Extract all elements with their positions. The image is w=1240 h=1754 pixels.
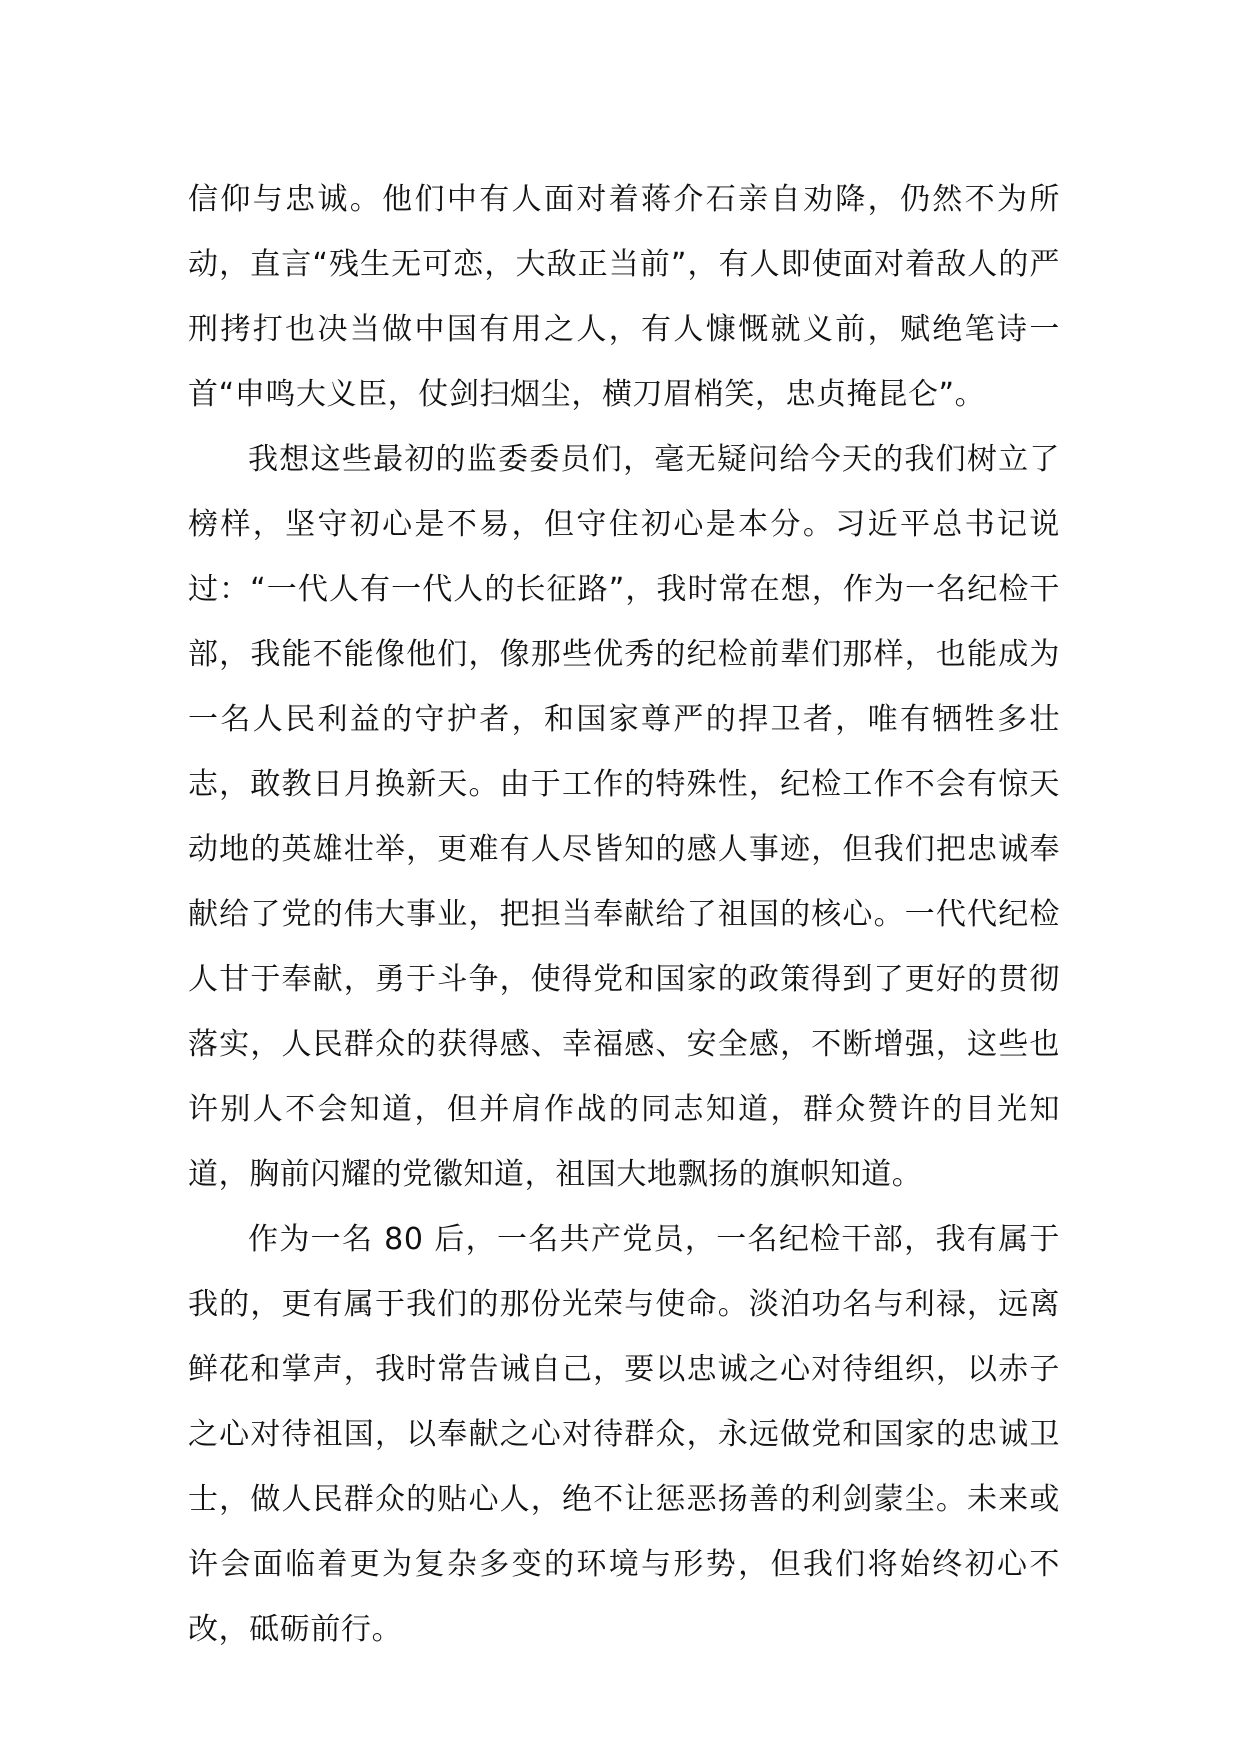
- paragraph-1: 信仰与忠诚。他们中有人面对着蒋介石亲自劝降，仍然不为所动，直言“残生无可恋，大敌正当前”，有人即使面对着敌人的严刑拷打也决当做中国有用之人，有人慷慨就义前，赋绝笔诗一首“申鸣大义臣，仗剑扫烟尘，横刀眉梢笑，忠贞掩昆仑”。: [188, 182, 1060, 412]
- document-body: [188, 167, 1060, 1662]
- paragraph-3: 作为一名 80 后，一名共产党员，一名纪检干部，我有属于我的，更有属于我们的那份光荣与使命。淡泊功名与利禄，远离鲜花和掌声，我时常告诫自己，要以忠诚之心对待组织，以赤子之心对待祖国，以奉献之心对待群众，永远做党和国家的忠诚卫士，做人民群众的贴心人，绝不让惩恶扬善的利剑蒙尘。未来或许会面临着更为复杂多变的环境与形势，但我们将始终初心不改，砥砺前行。: [188, 1222, 1060, 1647]
- paragraph-2: 我想这些最初的监委委员们，毫无疑问给今天的我们树立了榜样，坚守初心是不易，但守住初心是本分。习近平总书记说过：“一代人有一代人的长征路”，我时常在想，作为一名纪检干部，我能不能像他们，像那些优秀的纪检前辈们那样，也能成为一名人民利益的守护者，和国家尊严的捍卫者，唯有牺牲多壮志，敢教日月换新天。由于工作的特殊性，纪检工作不会有惊天动地的英雄壮举，更难有人尽皆知的感人事迹，但我们把忠诚奉献给了党的伟大事业，把担当奉献给了祖国的核心。一代代纪检人甘于奉献，勇于斗争，使得党和国家的政策得到了更好的贯彻落实，人民群众的获得感、幸福感、安全感，不断增强，这些也许别人不会知道，但并肩作战的同志知道，群众赞许的目光知道，胸前闪耀的党徽知道，祖国大地飘扬的旗帜知道。: [188, 442, 1060, 1192]
